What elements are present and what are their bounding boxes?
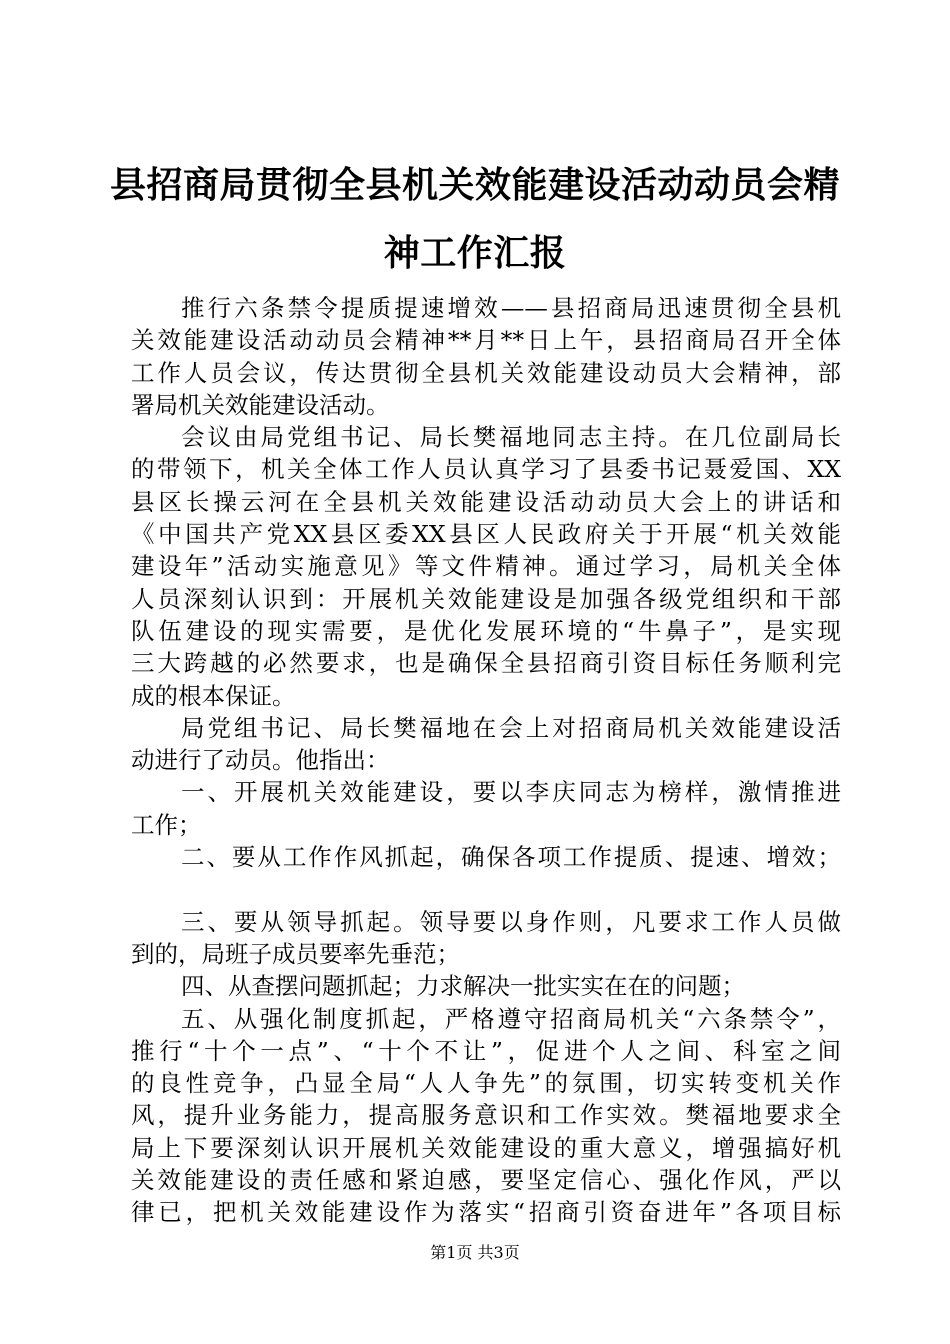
body-line: 人员深刻认识到：开展机关效能建设是加强各级党组织和干部 <box>131 584 841 613</box>
body-line: 的良性竞争，凸显全局“人人争先”的氛围，切实转变机关作 <box>131 1069 841 1098</box>
body-line: 会议由局党组书记、局长樊福地同志主持。在几位副局长 <box>181 423 841 452</box>
title-line-2: 神工作汇报 <box>383 233 567 274</box>
body-line: 建设年”活动实施意见》等文件精神。通过学习，局机关全体 <box>131 552 841 581</box>
body-line: 二、要从工作作风抓起，确保各项工作提质、提速、增效； <box>181 843 841 872</box>
body-line: 工作人员会议，传达贯彻全县机关效能建设动员大会精神，部 <box>131 358 841 387</box>
body-line: 队伍建设的现实需要，是优化发展环境的“牛鼻子”，是实现 <box>131 616 841 645</box>
body-line: 成的根本保证。 <box>131 681 296 710</box>
body-line: 推行“十个一点”、“十个不让”，促进个人之间、科室之间 <box>131 1036 841 1065</box>
body-line: 《中国共产党XX县区委XX县区人民政府关于开展“机关效能 <box>131 520 841 549</box>
body-line: 工作； <box>131 810 202 839</box>
body-line: 一、开展机关效能建设，要以李庆同志为榜样，激情推进 <box>181 778 841 807</box>
body-line: 关效能建设活动动员会精神**月**日上午，县招商局召开全体 <box>131 326 841 355</box>
title-line-1: 县招商局贯彻全县机关效能建设活动动员会精 <box>110 165 841 206</box>
page-footer: 第1页 共3页 <box>430 1243 520 1262</box>
body-line: 风，提升业务能力，提高服务意识和工作实效。樊福地要求全 <box>131 1101 841 1130</box>
body-line: 局党组书记、局长樊福地在会上对招商局机关效能建设活 <box>181 713 841 742</box>
body-line: 的带领下，机关全体工作人员认真学习了县委书记聂爱国、XX <box>131 455 841 484</box>
body-line: 三大跨越的必然要求，也是确保全县招商引资目标任务顺利完 <box>131 649 841 678</box>
body-line: 四、从查摆问题抓起；力求解决一批实实在在的问题； <box>181 972 745 1001</box>
blank-line <box>131 873 841 905</box>
body-line: 关效能建设的责任感和紧迫感，要坚定信心、强化作风，严以 <box>131 1166 841 1195</box>
body-line: 律已，把机关效能建设作为落实“招商引资奋进年”各项目标 <box>131 1198 841 1227</box>
body-line: 县区长操云河在全县机关效能建设活动动员大会上的讲话和 <box>131 487 841 516</box>
body-line: 三、要从领导抓起。领导要以身作则，凡要求工作人员做 <box>181 907 841 936</box>
body-line: 署局机关效能建设活动。 <box>131 390 390 419</box>
document-body <box>131 292 841 1229</box>
document-title <box>110 152 840 288</box>
body-line: 到的，局班子成员要率先垂范； <box>131 939 460 968</box>
body-line: 局上下要深刻认识开展机关效能建设的重大意义，增强搞好机 <box>131 1133 841 1162</box>
body-line: 推行六条禁令提质提速增效——县招商局迅速贯彻全县机 <box>181 294 841 322</box>
body-line: 动进行了动员。他指出： <box>131 746 390 775</box>
body-line: 五、从强化制度抓起，严格遵守招商局机关“六条禁令”， <box>181 1004 841 1033</box>
